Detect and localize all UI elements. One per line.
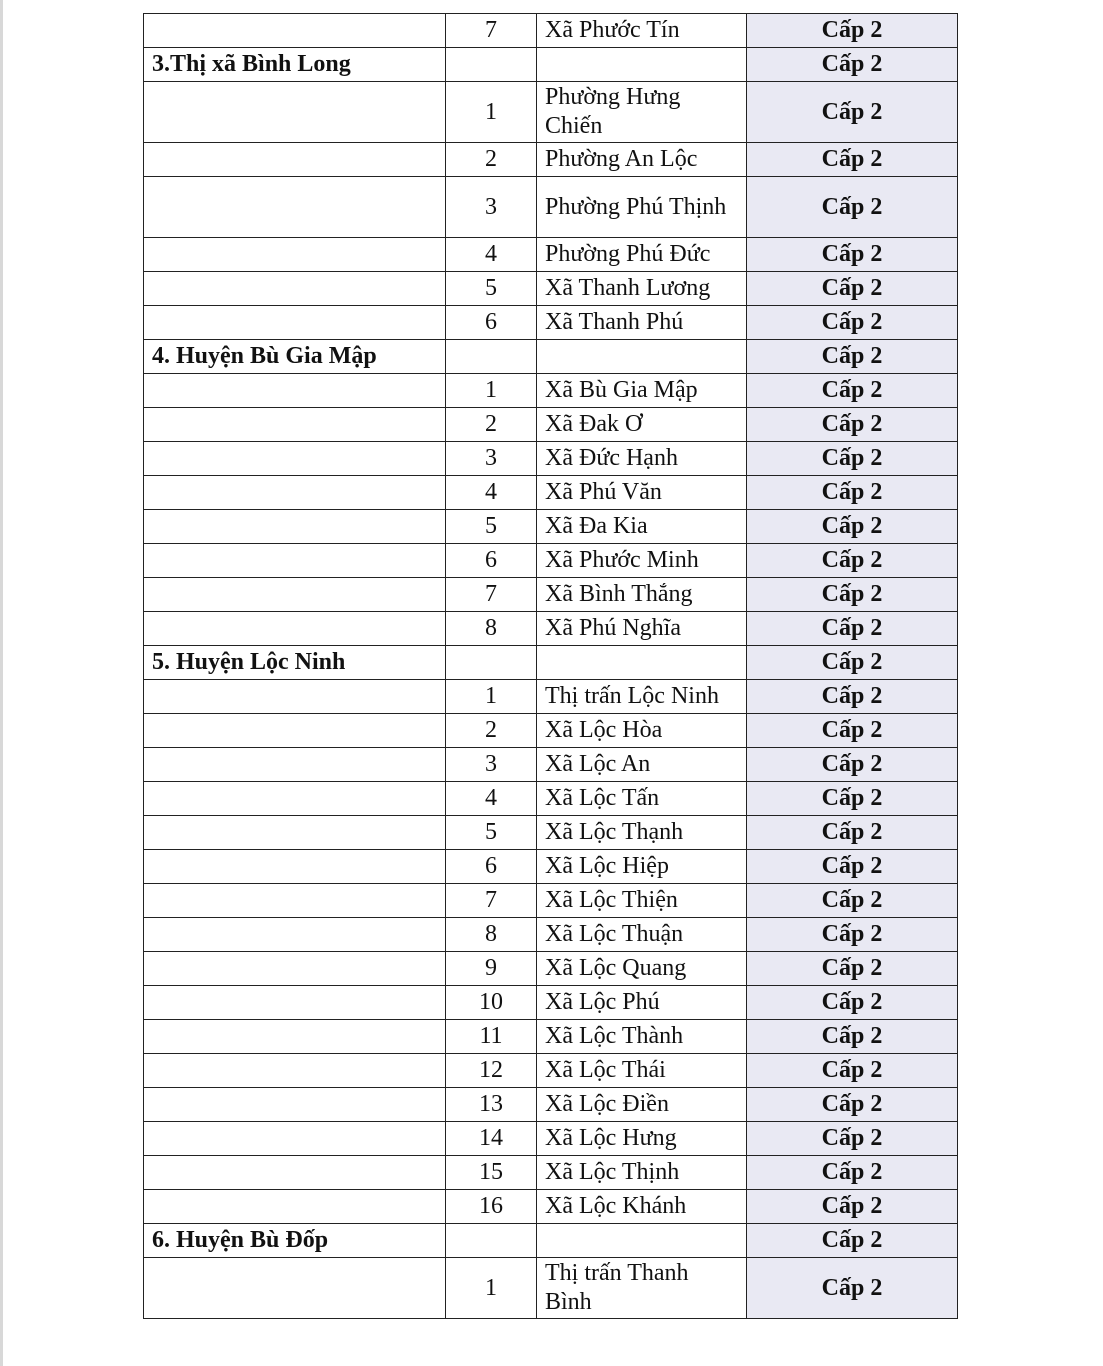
level-cell: Cấp 2 (747, 306, 958, 340)
level-cell: Cấp 2 (747, 1122, 958, 1156)
commune-name: Xã Thanh Phú (537, 306, 747, 340)
empty-cell (144, 1122, 446, 1156)
level-cell: Cấp 2 (747, 816, 958, 850)
table-row (144, 442, 958, 476)
commune-name: Xã Đak Ơ (537, 408, 747, 442)
table-row (144, 1156, 958, 1190)
district-name: 5. Huyện Lộc Ninh (144, 646, 446, 680)
row-number: 12 (446, 1054, 537, 1088)
row-number: 14 (446, 1122, 537, 1156)
commune-name: Xã Phú Văn (537, 476, 747, 510)
commune-name: Xã Lộc Thuận (537, 918, 747, 952)
table-row (144, 748, 958, 782)
group-row (144, 646, 958, 680)
empty-cell (144, 272, 446, 306)
row-number: 5 (446, 510, 537, 544)
commune-name: Thị trấn Lộc Ninh (537, 680, 747, 714)
level-cell: Cấp 2 (747, 1224, 958, 1258)
level-cell: Cấp 2 (747, 1258, 958, 1319)
level-cell: Cấp 2 (747, 408, 958, 442)
level-cell: Cấp 2 (747, 272, 958, 306)
level-cell: Cấp 2 (747, 143, 958, 177)
row-number: 2 (446, 143, 537, 177)
empty-cell (144, 714, 446, 748)
table-row (144, 272, 958, 306)
empty-cell (446, 646, 537, 680)
row-number: 11 (446, 1020, 537, 1054)
level-cell: Cấp 2 (747, 578, 958, 612)
table-row (144, 918, 958, 952)
empty-cell (144, 884, 446, 918)
level-cell: Cấp 2 (747, 612, 958, 646)
row-number: 5 (446, 272, 537, 306)
commune-name: Xã Lộc Thái (537, 1054, 747, 1088)
row-number: 4 (446, 476, 537, 510)
level-cell: Cấp 2 (747, 1088, 958, 1122)
table-row (144, 1258, 958, 1319)
level-cell: Cấp 2 (747, 177, 958, 238)
district-name: 4. Huyện Bù Gia Mập (144, 340, 446, 374)
commune-name: Xã Đa Kia (537, 510, 747, 544)
level-cell: Cấp 2 (747, 952, 958, 986)
table-row (144, 1122, 958, 1156)
commune-name: Xã Lộc Thành (537, 1020, 747, 1054)
commune-name: Xã Bù Gia Mập (537, 374, 747, 408)
empty-cell (144, 442, 446, 476)
commune-name: Xã Lộc An (537, 748, 747, 782)
empty-cell (144, 374, 446, 408)
table-body (144, 14, 958, 1319)
commune-name: Xã Lộc Hòa (537, 714, 747, 748)
commune-name: Xã Phước Tín (537, 14, 747, 48)
empty-cell (537, 646, 747, 680)
table-row (144, 1020, 958, 1054)
commune-name: Phường Hưng Chiến (537, 82, 747, 143)
empty-cell (446, 340, 537, 374)
row-number: 1 (446, 374, 537, 408)
level-cell: Cấp 2 (747, 374, 958, 408)
table-row (144, 714, 958, 748)
commune-name: Phường Phú Đức (537, 238, 747, 272)
table-row (144, 986, 958, 1020)
commune-name: Xã Phước Minh (537, 544, 747, 578)
commune-name: Phường Phú Thịnh (537, 177, 747, 238)
group-row (144, 1224, 958, 1258)
empty-cell (144, 612, 446, 646)
commune-name: Xã Đức Hạnh (537, 442, 747, 476)
row-number: 5 (446, 816, 537, 850)
row-number: 6 (446, 850, 537, 884)
commune-name: Xã Lộc Tấn (537, 782, 747, 816)
level-cell: Cấp 2 (747, 1020, 958, 1054)
scan-edge (0, 0, 3, 1366)
commune-name: Xã Lộc Phú (537, 986, 747, 1020)
row-number: 6 (446, 306, 537, 340)
level-cell: Cấp 2 (747, 48, 958, 82)
row-number: 3 (446, 177, 537, 238)
commune-name: Xã Lộc Thịnh (537, 1156, 747, 1190)
level-cell: Cấp 2 (747, 918, 958, 952)
level-cell: Cấp 2 (747, 476, 958, 510)
table-row (144, 544, 958, 578)
commune-name: Xã Lộc Điền (537, 1088, 747, 1122)
empty-cell (537, 1224, 747, 1258)
empty-cell (537, 48, 747, 82)
empty-cell (144, 1190, 446, 1224)
row-number: 13 (446, 1088, 537, 1122)
commune-name: Xã Bình Thắng (537, 578, 747, 612)
table-row (144, 952, 958, 986)
table-row (144, 850, 958, 884)
empty-cell (144, 177, 446, 238)
row-number: 2 (446, 714, 537, 748)
empty-cell (144, 1088, 446, 1122)
level-cell: Cấp 2 (747, 1156, 958, 1190)
level-cell: Cấp 2 (747, 82, 958, 143)
row-number: 7 (446, 14, 537, 48)
level-cell: Cấp 2 (747, 510, 958, 544)
row-number: 8 (446, 612, 537, 646)
row-number: 1 (446, 1258, 537, 1319)
district-name: 6. Huyện Bù Đốp (144, 1224, 446, 1258)
level-cell: Cấp 2 (747, 748, 958, 782)
commune-name: Thị trấn Thanh Bình (537, 1258, 747, 1319)
level-cell: Cấp 2 (747, 986, 958, 1020)
empty-cell (144, 748, 446, 782)
table-row (144, 680, 958, 714)
row-number: 8 (446, 918, 537, 952)
level-cell: Cấp 2 (747, 884, 958, 918)
commune-name: Xã Thanh Lương (537, 272, 747, 306)
row-number: 16 (446, 1190, 537, 1224)
table-row (144, 14, 958, 48)
table-row (144, 374, 958, 408)
commune-name: Xã Phú Nghĩa (537, 612, 747, 646)
row-number: 15 (446, 1156, 537, 1190)
table-row (144, 143, 958, 177)
row-number: 3 (446, 748, 537, 782)
empty-cell (537, 340, 747, 374)
table-row (144, 578, 958, 612)
empty-cell (144, 544, 446, 578)
empty-cell (144, 918, 446, 952)
group-row (144, 340, 958, 374)
table-row (144, 82, 958, 143)
row-number: 9 (446, 952, 537, 986)
empty-cell (144, 1054, 446, 1088)
commune-name: Xã Lộc Thạnh (537, 816, 747, 850)
administrative-units-table (143, 13, 958, 1319)
level-cell: Cấp 2 (747, 646, 958, 680)
empty-cell (144, 952, 446, 986)
empty-cell (144, 408, 446, 442)
level-cell: Cấp 2 (747, 714, 958, 748)
commune-name: Xã Lộc Quang (537, 952, 747, 986)
level-cell: Cấp 2 (747, 544, 958, 578)
empty-cell (144, 1020, 446, 1054)
empty-cell (144, 238, 446, 272)
row-number: 7 (446, 884, 537, 918)
commune-name: Phường An Lộc (537, 143, 747, 177)
table-row (144, 816, 958, 850)
table-row (144, 408, 958, 442)
table-row (144, 1054, 958, 1088)
empty-cell (446, 48, 537, 82)
level-cell: Cấp 2 (747, 1054, 958, 1088)
empty-cell (144, 143, 446, 177)
row-number: 7 (446, 578, 537, 612)
table-row (144, 476, 958, 510)
row-number: 4 (446, 238, 537, 272)
level-cell: Cấp 2 (747, 1190, 958, 1224)
commune-name: Xã Lộc Thiện (537, 884, 747, 918)
empty-cell (144, 510, 446, 544)
empty-cell (144, 986, 446, 1020)
row-number: 10 (446, 986, 537, 1020)
level-cell: Cấp 2 (747, 442, 958, 476)
row-number: 6 (446, 544, 537, 578)
group-row (144, 48, 958, 82)
level-cell: Cấp 2 (747, 782, 958, 816)
empty-cell (144, 578, 446, 612)
empty-cell (144, 14, 446, 48)
table-row (144, 1190, 958, 1224)
row-number: 1 (446, 82, 537, 143)
level-cell: Cấp 2 (747, 14, 958, 48)
empty-cell (144, 782, 446, 816)
table-row (144, 1088, 958, 1122)
empty-cell (144, 680, 446, 714)
empty-cell (446, 1224, 537, 1258)
commune-name: Xã Lộc Khánh (537, 1190, 747, 1224)
commune-name: Xã Lộc Hiệp (537, 850, 747, 884)
row-number: 4 (446, 782, 537, 816)
empty-cell (144, 1156, 446, 1190)
row-number: 1 (446, 680, 537, 714)
row-number: 2 (446, 408, 537, 442)
empty-cell (144, 850, 446, 884)
level-cell: Cấp 2 (747, 238, 958, 272)
district-name: 3.Thị xã Bình Long (144, 48, 446, 82)
level-cell: Cấp 2 (747, 680, 958, 714)
row-number: 3 (446, 442, 537, 476)
table-row (144, 238, 958, 272)
table-row (144, 612, 958, 646)
empty-cell (144, 82, 446, 143)
table-row (144, 884, 958, 918)
empty-cell (144, 306, 446, 340)
table-row (144, 782, 958, 816)
commune-name: Xã Lộc Hưng (537, 1122, 747, 1156)
empty-cell (144, 476, 446, 510)
empty-cell (144, 816, 446, 850)
table-row (144, 510, 958, 544)
level-cell: Cấp 2 (747, 850, 958, 884)
empty-cell (144, 1258, 446, 1319)
table-row (144, 177, 958, 238)
table-row (144, 306, 958, 340)
level-cell: Cấp 2 (747, 340, 958, 374)
